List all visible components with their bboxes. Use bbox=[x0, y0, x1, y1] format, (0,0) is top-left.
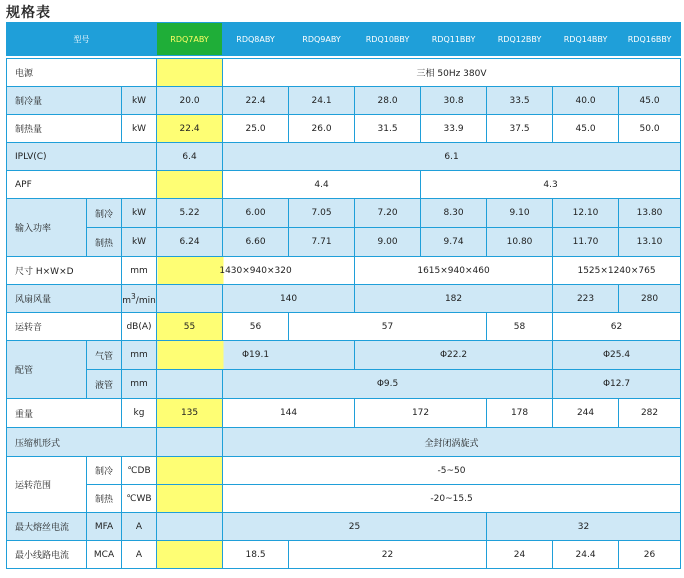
heating-value-8: 50.0 bbox=[619, 115, 681, 143]
input-cool-value-8: 13.80 bbox=[619, 199, 681, 228]
row-input-power-heat bbox=[7, 228, 681, 257]
row-airflow bbox=[7, 285, 681, 313]
heating-label: 制热量 bbox=[7, 115, 122, 143]
apf-value-1: 4.4 bbox=[223, 171, 421, 199]
input-power-cool-label: 制冷 bbox=[87, 199, 122, 228]
weight-value-1: 135 bbox=[157, 399, 223, 428]
cooling-value-3: 24.1 bbox=[289, 87, 355, 115]
cooling-value-4: 28.0 bbox=[355, 87, 421, 115]
dimensions-label: 尺寸 H×W×D bbox=[7, 257, 122, 285]
input-heat-value-2: 6.60 bbox=[223, 228, 289, 257]
row-piping-liquid bbox=[7, 370, 681, 399]
piping-gas-value-1: Φ19.1 bbox=[157, 341, 355, 370]
input-heat-value-7: 11.70 bbox=[553, 228, 619, 257]
highlight-cell bbox=[157, 485, 223, 513]
dimensions-unit: mm bbox=[122, 257, 157, 285]
airflow-value-2: 182 bbox=[355, 285, 553, 313]
spec-table bbox=[6, 22, 681, 569]
iplv-value-2: 6.1 bbox=[223, 143, 681, 171]
page-title: 规格表 bbox=[6, 5, 51, 21]
airflow-value-1: 140 bbox=[223, 285, 355, 313]
heating-value-7: 45.0 bbox=[553, 115, 619, 143]
dimensions-value-3: 1525×1240×765 bbox=[553, 257, 681, 285]
heating-value-2: 25.0 bbox=[223, 115, 289, 143]
apf-label: APF bbox=[7, 171, 157, 199]
spec-table-wrap bbox=[6, 22, 681, 569]
piping-gas-value-3: Φ25.4 bbox=[553, 341, 681, 370]
input-cool-value-1: 5.22 bbox=[157, 199, 223, 228]
heating-value-5: 33.9 bbox=[421, 115, 487, 143]
row-heating bbox=[7, 115, 681, 143]
operating-cool-label: 制冷 bbox=[87, 457, 122, 485]
highlight-cell bbox=[157, 59, 223, 87]
mca-label: 最小线路电流 bbox=[7, 541, 87, 569]
weight-label: 重量 bbox=[7, 399, 122, 428]
header-model-2: RDQ8ABY bbox=[223, 23, 289, 56]
cooling-unit: kW bbox=[122, 87, 157, 115]
input-power-cool-unit: kW bbox=[122, 199, 157, 228]
highlight-cell bbox=[157, 370, 223, 399]
piping-label: 配管 bbox=[7, 341, 87, 399]
cooling-value-7: 40.0 bbox=[553, 87, 619, 115]
piping-liquid-label: 液管 bbox=[87, 370, 122, 399]
piping-liquid-unit: mm bbox=[122, 370, 157, 399]
header-model-4: RDQ10BBY bbox=[355, 23, 421, 56]
header-model-1: RDQ7ABY bbox=[157, 23, 223, 56]
row-mfa bbox=[7, 513, 681, 541]
noise-value-2: 56 bbox=[223, 313, 289, 341]
row-compressor bbox=[7, 428, 681, 457]
row-noise bbox=[7, 313, 681, 341]
noise-value-5: 62 bbox=[553, 313, 681, 341]
highlight-cell bbox=[157, 285, 223, 313]
cooling-value-2: 22.4 bbox=[223, 87, 289, 115]
mca-value-1: 18.5 bbox=[223, 541, 289, 569]
header-model-7: RDQ14BBY bbox=[553, 23, 619, 56]
airflow-unit-tail: /min bbox=[135, 295, 156, 306]
row-iplv bbox=[7, 143, 681, 171]
highlight-cell bbox=[157, 457, 223, 485]
dimensions-value-2: 1615×940×460 bbox=[355, 257, 553, 285]
input-power-heat-label: 制热 bbox=[87, 228, 122, 257]
noise-value-3: 57 bbox=[289, 313, 487, 341]
operating-range-label: 运转范围 bbox=[7, 457, 87, 513]
airflow-unit-sup: 3 bbox=[131, 291, 136, 301]
input-cool-value-4: 7.20 bbox=[355, 199, 421, 228]
cooling-value-1: 20.0 bbox=[157, 87, 223, 115]
airflow-value-4: 280 bbox=[619, 285, 681, 313]
row-operating-cool bbox=[7, 457, 681, 485]
weight-value-5: 244 bbox=[553, 399, 619, 428]
row-input-power-cool bbox=[7, 199, 681, 228]
mca-value-4: 24.4 bbox=[553, 541, 619, 569]
piping-gas-label: 气管 bbox=[87, 341, 122, 370]
dimensions-value-1: 1430×940×320 bbox=[157, 257, 355, 285]
highlight-cell bbox=[157, 428, 223, 457]
row-mca bbox=[7, 541, 681, 569]
row-apf bbox=[7, 171, 681, 199]
cooling-value-6: 33.5 bbox=[487, 87, 553, 115]
row-piping-gas bbox=[7, 341, 681, 370]
highlight-cell bbox=[157, 541, 223, 569]
input-heat-value-8: 13.10 bbox=[619, 228, 681, 257]
weight-value-4: 178 bbox=[487, 399, 553, 428]
mca-value-2: 22 bbox=[289, 541, 487, 569]
operating-heat-unit: ℃WB bbox=[122, 485, 157, 513]
row-weight bbox=[7, 399, 681, 428]
input-power-label: 输入功率 bbox=[7, 199, 87, 257]
mca-value-3: 24 bbox=[487, 541, 553, 569]
row-cooling bbox=[7, 87, 681, 115]
header-model-8: RDQ16BBY bbox=[619, 23, 681, 56]
input-cool-value-6: 9.10 bbox=[487, 199, 553, 228]
heating-value-3: 26.0 bbox=[289, 115, 355, 143]
row-operating-heat bbox=[7, 485, 681, 513]
input-power-heat-unit: kW bbox=[122, 228, 157, 257]
mca-abbr: MCA bbox=[87, 541, 122, 569]
header-model-label: 型号 bbox=[7, 23, 157, 56]
heating-value-1: 22.4 bbox=[157, 115, 223, 143]
operating-heat-label: 制热 bbox=[87, 485, 122, 513]
weight-value-3: 172 bbox=[355, 399, 487, 428]
piping-liquid-value-1: Φ9.5 bbox=[223, 370, 553, 399]
highlight-cell bbox=[157, 513, 223, 541]
mfa-abbr: MFA bbox=[87, 513, 122, 541]
piping-liquid-value-2: Φ12.7 bbox=[553, 370, 681, 399]
cooling-label: 制冷量 bbox=[7, 87, 122, 115]
input-cool-value-5: 8.30 bbox=[421, 199, 487, 228]
input-heat-value-1: 6.24 bbox=[157, 228, 223, 257]
iplv-label: IPLV(C) bbox=[7, 143, 157, 171]
apf-value-2: 4.3 bbox=[421, 171, 681, 199]
mfa-label: 最大熔丝电流 bbox=[7, 513, 87, 541]
airflow-label: 风扇风量 bbox=[7, 285, 122, 313]
weight-value-2: 144 bbox=[223, 399, 355, 428]
input-cool-value-3: 7.05 bbox=[289, 199, 355, 228]
mfa-unit: A bbox=[122, 513, 157, 541]
header-model-6: RDQ12BBY bbox=[487, 23, 553, 56]
noise-value-1: 55 bbox=[157, 313, 223, 341]
compressor-label: 压缩机形式 bbox=[7, 428, 157, 457]
mca-unit: A bbox=[122, 541, 157, 569]
piping-gas-unit: mm bbox=[122, 341, 157, 370]
cooling-value-5: 30.8 bbox=[421, 87, 487, 115]
input-heat-value-4: 9.00 bbox=[355, 228, 421, 257]
noise-value-4: 58 bbox=[487, 313, 553, 341]
row-power-supply bbox=[7, 59, 681, 87]
airflow-unit bbox=[122, 285, 157, 313]
noise-label: 运转音 bbox=[7, 313, 122, 341]
operating-cool-unit: ℃DB bbox=[122, 457, 157, 485]
iplv-value-1: 6.4 bbox=[157, 143, 223, 171]
noise-unit: dB(A) bbox=[122, 313, 157, 341]
weight-value-6: 282 bbox=[619, 399, 681, 428]
mfa-value-2: 32 bbox=[487, 513, 681, 541]
power-supply-value: 三相 50Hz 380V bbox=[223, 59, 681, 87]
input-cool-value-2: 6.00 bbox=[223, 199, 289, 228]
header-row bbox=[7, 23, 681, 56]
mfa-value-1: 25 bbox=[223, 513, 487, 541]
heating-value-6: 37.5 bbox=[487, 115, 553, 143]
heating-value-4: 31.5 bbox=[355, 115, 421, 143]
airflow-value-3: 223 bbox=[553, 285, 619, 313]
cooling-value-8: 45.0 bbox=[619, 87, 681, 115]
heating-unit: kW bbox=[122, 115, 157, 143]
input-heat-value-6: 10.80 bbox=[487, 228, 553, 257]
mca-value-5: 26 bbox=[619, 541, 681, 569]
operating-heat-value: -20~15.5 bbox=[223, 485, 681, 513]
compressor-value: 全封闭涡旋式 bbox=[223, 428, 681, 457]
row-dimensions bbox=[7, 257, 681, 285]
input-heat-value-3: 7.71 bbox=[289, 228, 355, 257]
input-cool-value-7: 12.10 bbox=[553, 199, 619, 228]
weight-unit: kg bbox=[122, 399, 157, 428]
power-supply-label: 电源 bbox=[7, 59, 157, 87]
input-heat-value-5: 9.74 bbox=[421, 228, 487, 257]
airflow-unit-base: m bbox=[122, 295, 131, 306]
highlight-cell bbox=[157, 171, 223, 199]
header-model-5: RDQ11BBY bbox=[421, 23, 487, 56]
operating-cool-value: -5~50 bbox=[223, 457, 681, 485]
piping-gas-value-2: Φ22.2 bbox=[355, 341, 553, 370]
header-model-3: RDQ9ABY bbox=[289, 23, 355, 56]
